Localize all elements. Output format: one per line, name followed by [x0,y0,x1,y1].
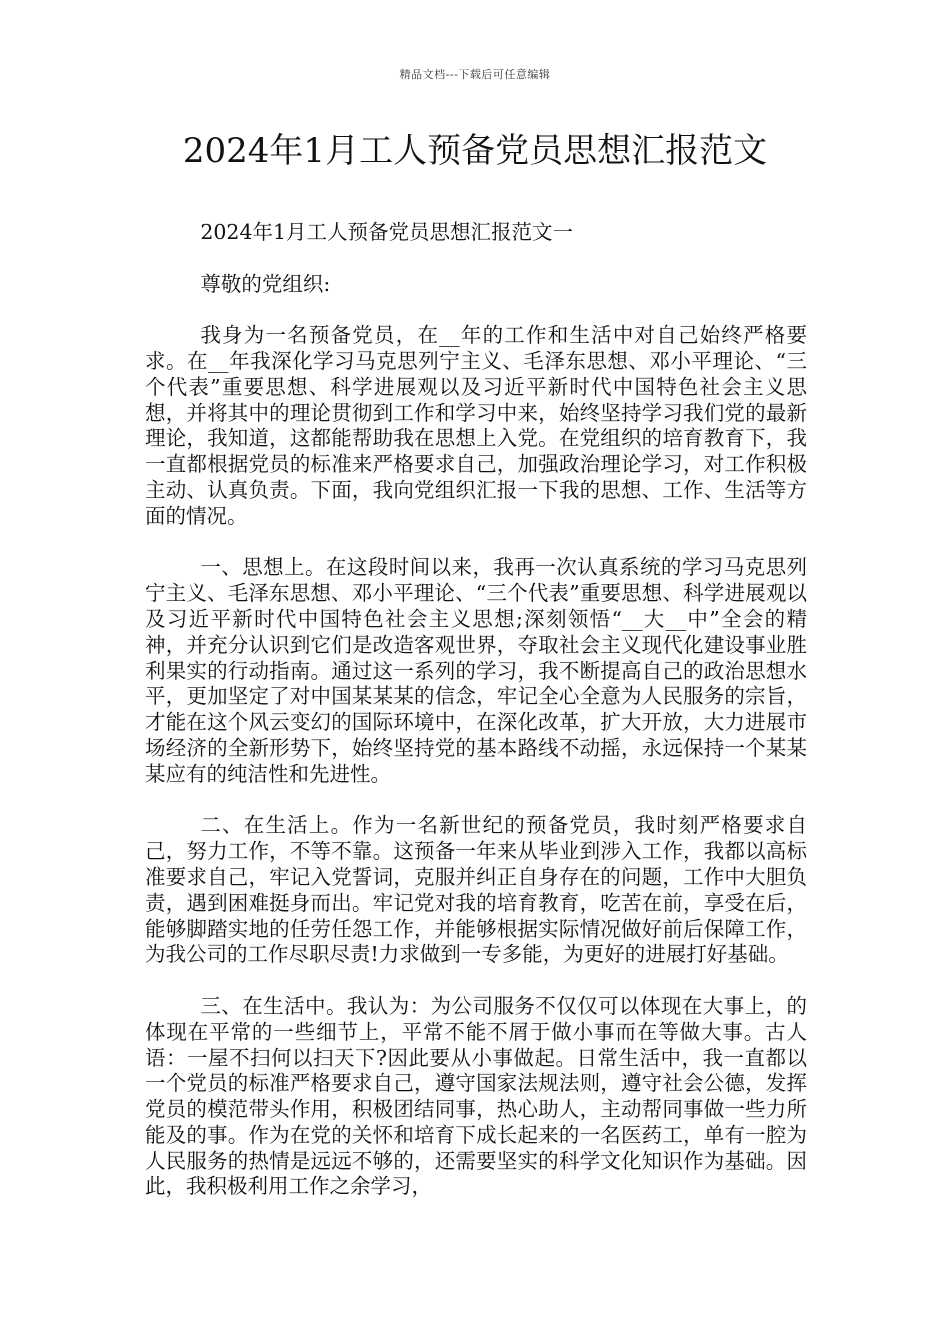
paragraph: 二、在生活上。作为一名新世纪的预备党员，我时刻严格要求自己，努力工作，不等不靠。这预备一年来从毕业到涉入工作，我都以高标准要求自己，牢记入党誓词，克服并纠正自身存在的问题，工作中大胆负责，遇到困难挺身而出。牢记党对我的培育教育，吃苦在前，享受在后，能够脚踏实地的任劳任怨工作，并能够根据实际情况做好前后保障工作，为我公司的工作尽职尽责!力求做到一专多能，为更好的进展打好基础。 [145,813,807,967]
document-body [145,220,807,1226]
paragraph: 三、在生活中。我认为：为公司服务不仅仅可以体现在大事上，的体现在平常的一些细节上，平常不能不屑于做小事而在等做大事。古人语：一屋不扫何以扫天下?因此要从小事做起。日常生活中，我一直都以一个党员的标准严格要求自己，遵守国家法规法则，遵守社会公德，发挥党员的模范带头作用，积极团结同事，热心助人，主动帮同事做一些力所能及的事。作为在党的关怀和培育下成长起来的一名医药工，单有一腔为人民服务的热情是远远不够的，还需要坚实的科学文化知识作为基础。因此，我积极利用工作之余学习， [145,993,807,1199]
paragraph: 我身为一名预备党员，在__年的工作和生活中对自己始终严格要求。在__年我深化学习马克思列宁主义、毛泽东思想、邓小平理论、“三个代表”重要思想、科学进展观以及习近平新时代中国特色社会主义思想，并将其中的理论贯彻到工作和学习中来，始终坚持学习我们党的最新理论，我知道，这都能帮助我在思想上入党。在党组织的培育教育下，我一直都根据党员的标准来严格要求自己，加强政治理论学习，对工作积极主动、认真负责。下面，我向党组织汇报一下我的思想、工作、生活等方面的情况。 [145,323,807,528]
section-subtitle: 2024年1月工人预备党员思想汇报范文一 [200,220,574,244]
salutation: 尊敬的党组织: [200,271,331,296]
document-title: 2024年1月工人预备党员思想汇报范文 [182,131,768,171]
header-note: 精品文档---下载后可任意编辑 [399,68,551,81]
paragraph: 一、思想上。在这段时间以来，我再一次认真系统的学习马克思列宁主义、毛泽东思想、邓小平理论、“三个代表”重要思想、科学进展观以及习近平新时代中国特色社会主义思想;深刻领悟“__大__中”全会的精神，并充分认识到它们是改造客观世界，夺取社会主义现代化建设事业胜利果实的行动指南。通过这一系列的学习，我不断提高自己的政治思想水平，更加坚定了对中国某某某的信念，牢记全心全意为人民服务的宗旨，才能在这个风云变幻的国际环境中，在深化改革，扩大开放，大力进展市场经济的全新形势下，始终坚持党的基本路线不动摇，永远保持一个某某某应有的纯洁性和先进性。 [145,555,807,786]
